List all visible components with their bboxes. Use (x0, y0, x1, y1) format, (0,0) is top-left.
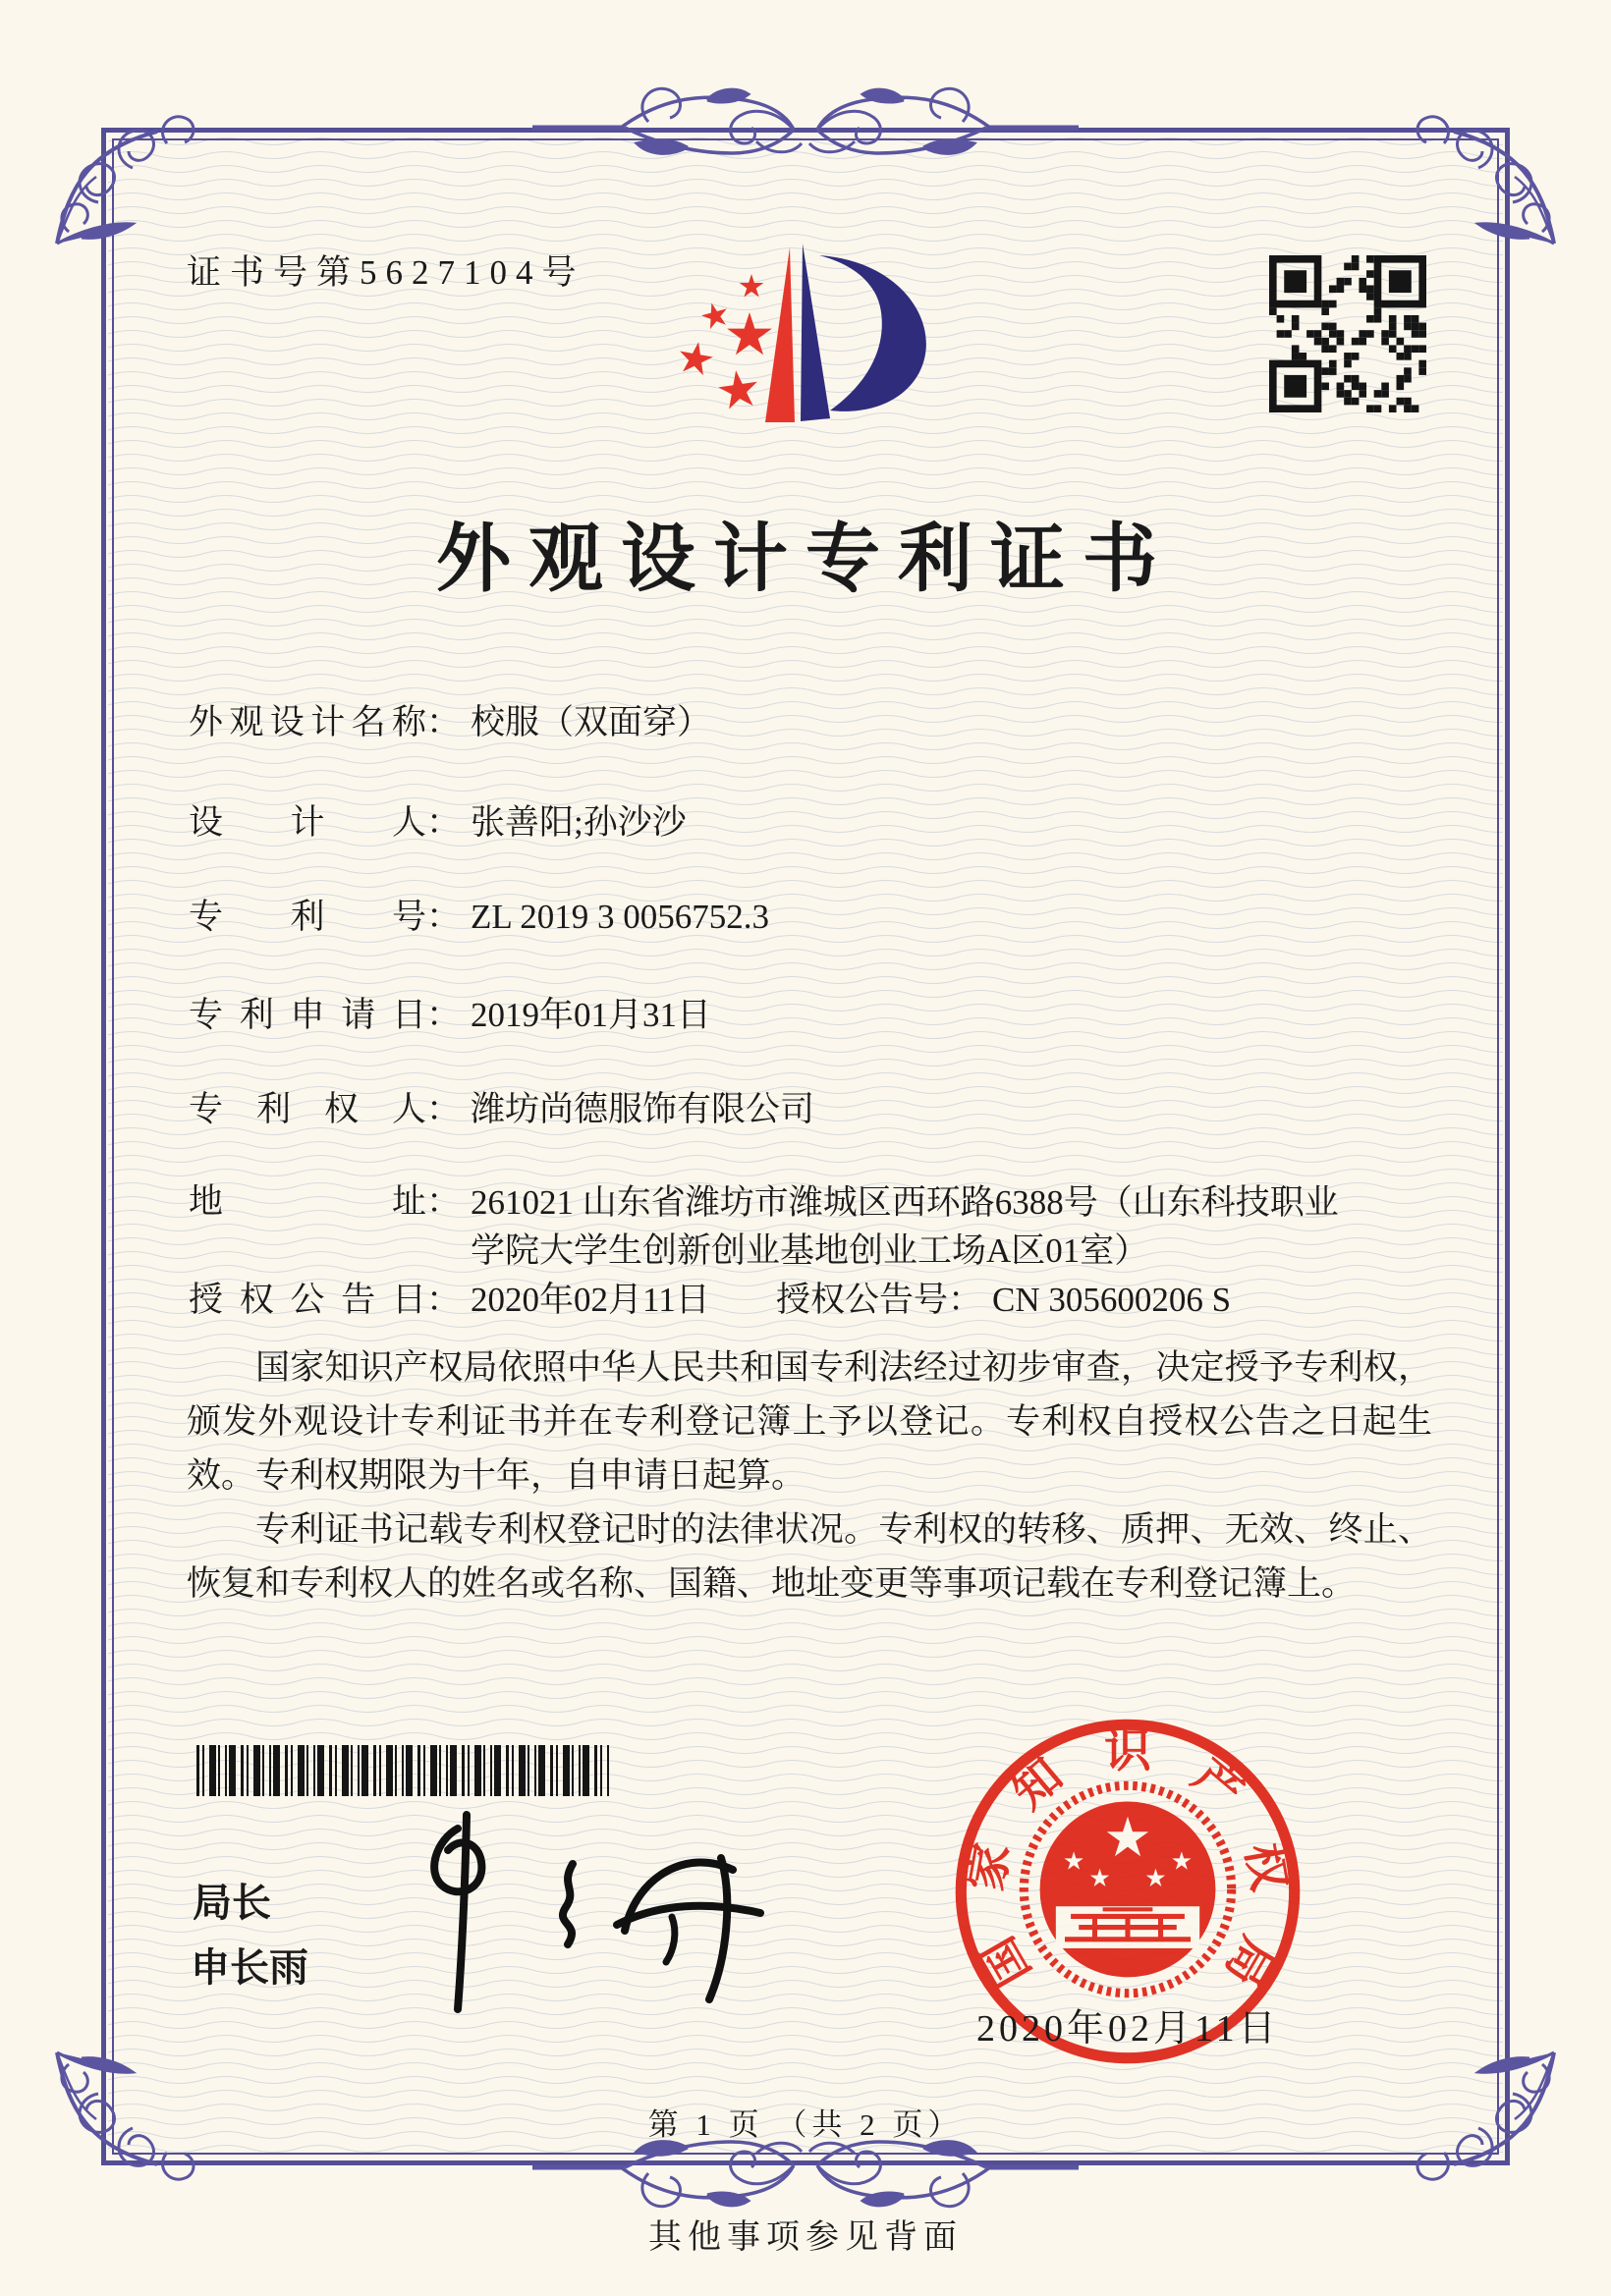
grant-number-value: CN 305600206 S (992, 1281, 1232, 1319)
qr-code (1269, 255, 1426, 412)
seal-char: 产 (1183, 1749, 1252, 1820)
field-label: 专利权人 (189, 1090, 426, 1128)
grant-number-label: 授权公告号 (776, 1281, 949, 1319)
field-label: 专利号 (189, 898, 426, 936)
seal-char: 知 (1003, 1749, 1073, 1820)
field-label: 设计人 (189, 803, 426, 842)
corner-flourish-icon (39, 65, 236, 261)
field-patentee (189, 1086, 1436, 1133)
field-address (189, 1178, 1436, 1275)
field-label: 授权公告日 (189, 1281, 426, 1319)
field-patent-number (189, 894, 1436, 941)
corner-flourish-icon (1375, 65, 1572, 261)
field-design-name (189, 699, 1436, 746)
field-colon: ： (426, 898, 462, 936)
field-value: 张善阳;孙沙沙 (471, 803, 687, 842)
field-colon: ： (426, 803, 462, 842)
commissioner-title: 局长 (193, 1882, 271, 1925)
field-colon: ： (426, 996, 462, 1034)
handwritten-signature-icon (371, 1807, 774, 2033)
certificate-title: 外观设计专利证书 (436, 519, 1175, 601)
field-colon: ： (426, 1090, 462, 1128)
field-value: 潍坊尚德服饰有限公司 (471, 1090, 815, 1128)
field-label: 专利申请日 (189, 996, 426, 1034)
field-colon: ： (426, 1182, 462, 1221)
field-value: 2019年01月31日 (471, 996, 712, 1034)
cnipa-logo-icon (637, 210, 982, 465)
center-scroll-ornament-icon (530, 71, 1081, 187)
legal-text (187, 1340, 1432, 1611)
seal-char: 国 (972, 1928, 1041, 1995)
grant-date-value: 2020年02月11日 (471, 1281, 710, 1319)
legal-paragraph-2: 专利证书记载专利权登记时的法律状况。专利权的转移、质押、无效、终止、恢复和专利权人的姓名或名称、国籍、地址变更等事项记载在专利登记簿上。 (187, 1510, 1432, 1603)
field-colon: ： (948, 1281, 983, 1319)
seal-date: 2020年02月11日 (976, 2008, 1280, 2050)
seal-char: 局 (1214, 1928, 1284, 1995)
barcode (196, 1745, 609, 1796)
field-colon: ： (426, 703, 462, 741)
page-number: 第 1 页 （共 2 页） (647, 2107, 964, 2142)
seal-char: 识 (1104, 1724, 1151, 1777)
field-label: 外观设计名称 (189, 703, 426, 741)
field-value: 校服（双面穿） (471, 703, 712, 741)
seal-char: 家 (960, 1839, 1020, 1895)
commissioner-name: 申长雨 (191, 1946, 308, 1990)
field-designer (189, 799, 1436, 847)
seal-char: 权 (1236, 1839, 1296, 1895)
certificate-number: 证书号第5627104号 (187, 253, 585, 292)
field-value: 261021 山东省潍坊市潍城区西环路6388号（山东科技职业学院大学生创新创业基地创业工场A区01室） (471, 1183, 1339, 1270)
legal-paragraph-1: 国家知识产权局依照中华人民共和国专利法经过初步审查，决定授予专利权，颁发外观设计专利证书并在专利登记簿上予以登记。专利权自授权公告之日起生效。专利权期限为十年，自申请日起算。 (187, 1348, 1432, 1495)
back-side-note: 其他事项参见背面 (648, 2219, 963, 2256)
field-filing-date (189, 992, 1436, 1039)
grant-number-pair (776, 1277, 1231, 1324)
field-colon: ： (426, 1281, 462, 1319)
national-emblem (1024, 1785, 1231, 1993)
field-grant (189, 1277, 1436, 1324)
field-label: 地址 (189, 1182, 426, 1221)
field-value: ZL 2019 3 0056752.3 (471, 898, 769, 936)
